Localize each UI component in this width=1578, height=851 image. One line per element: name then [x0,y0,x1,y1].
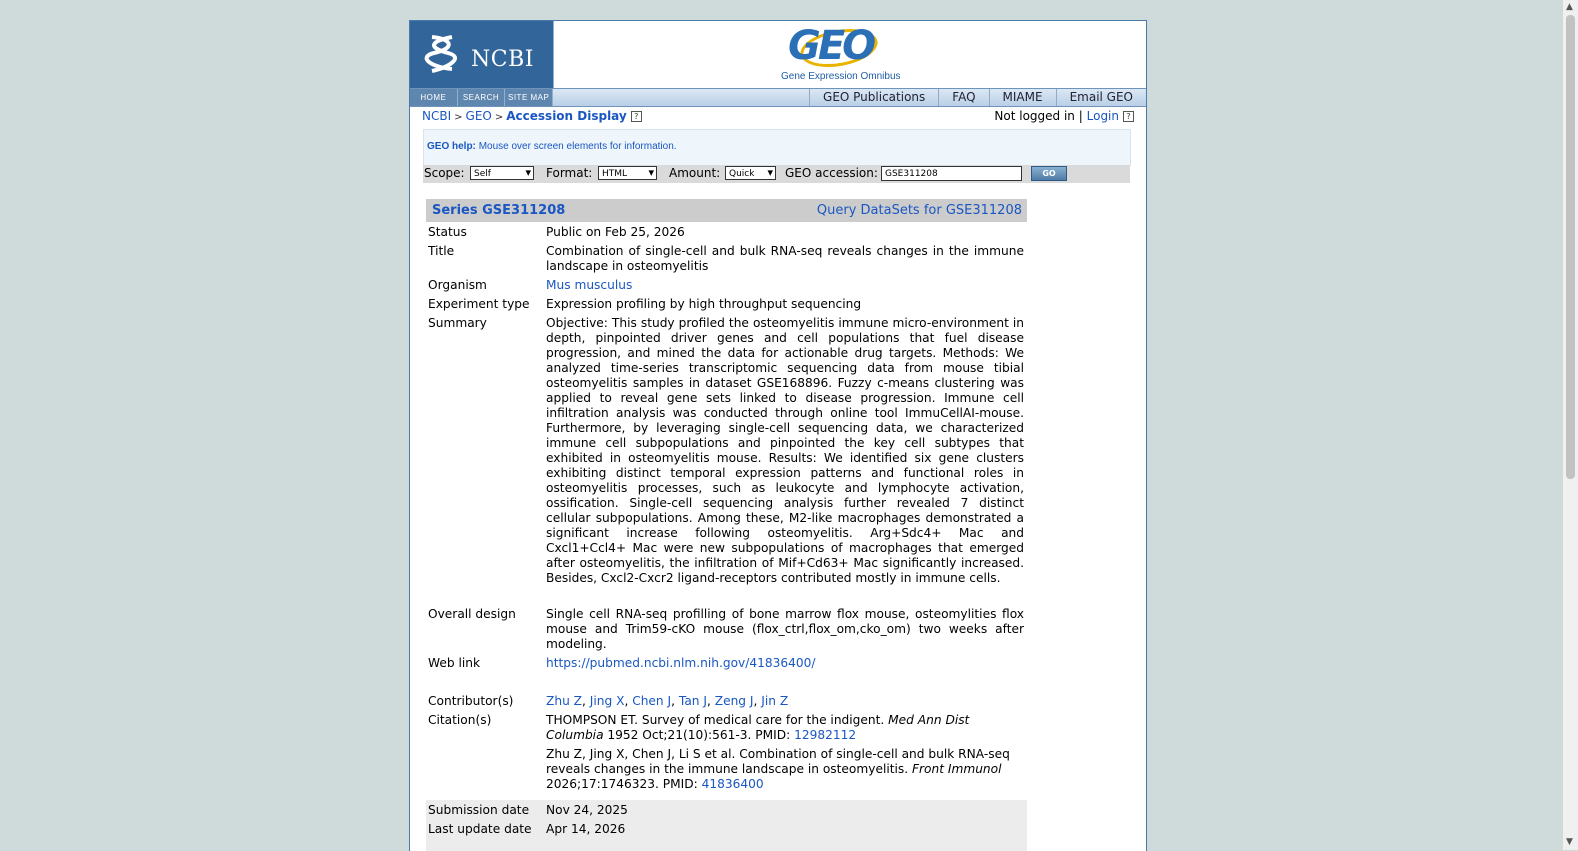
contributor-link[interactable]: Jing X [589,694,625,708]
geo-help-box [423,129,1131,166]
organism-link[interactable]: Mus musculus [546,278,633,292]
contributor-link[interactable]: Tan J [678,694,707,708]
last-update-value: Apr 14, 2026 [546,822,626,836]
ncbi-helix-icon [424,33,460,77]
geo-logo-text: GEO [788,23,874,69]
nav-miame[interactable]: MIAME [989,89,1056,106]
nav-search[interactable]: SEARCH [458,89,506,106]
format-label: Format: [546,166,593,180]
accession-input[interactable]: GSE311208 [881,166,1022,181]
nav-email-geo[interactable]: Email GEO [1056,89,1146,106]
page-container: NCBI GEO Gene Expression Omnibus HOME SEARCH SITE MAP GEO Publications FAQ MIAME Email GEO NCBI > GEO > Accession Display ? Not logged in | Login ? GEO help: Mouse over screen elements for information. Scope: Self ▾ Format: HTML ▾ Amount: Quick ▾ GEO accession: GSE311208 GO Series GSE311208 Query DataSets for GSE311208 Status Public on Feb 25, 2026 Title Combination of single-cell and bulk RNA-seq reveals changes in the immune landscape in osteomyelitis Organism Mus musculus Experiment type Expression profiling by high throughput sequencing Summary Objective: This study profiled the osteomyelitis immune micro-environment in depth, pinpointed driver genes and cell populations that fuel disease progression, and mined the data for actionable drug targets. Methods: We analyzed time-series transcriptomic sequencing data from mouse tibial osteomyelitis samples in dataset GSE168896. Fuzzy c-means clustering was applied to reveal gene sets linked to disease progression. Immune cell infiltration analysis was conducted through online tool ImmuCellAI-mouse. Furthermore, by leveraging single-cell sequencing data, we characterized immune cell subpopulations and pinpointed the key cell subtypes that exhibited in osteomyelitis mouse. Results: We identified six gene clusters exhibiting distinct temporal expression patterns and functional roles in osteomyelitis processes, such as leukocyte and lymphocyte activation, ossification. Single-cell sequencing analysis further revealed 7 distinct cellular subpopulations. Among these, M2-like macrophages demonstrated a significant increase following osteomyelitis. Arg+Sdc4+ Mac and Cxcl1+Ccl4+ Mac were new subpopulations of macrophages that emerged after osteomyelitis, the infiltration of Mif+Cd63+ Mac significantly increased. Besides, Cxcl2-Cxcr2 ligand-receptors contributed mostly in immune cells. Overall design Single cell RNA-seq profilling of bone marrow flox mouse, osteomylities flox mouse and Trim59-cKO mouse (flox_ctrl,flox_om,cko_om) two weeks after modeling. Web link https://pubmed.ncbi.nlm.nih.gov/41836400/ Contributor(s) Zhu Z, Jing X, Chen J, Tan J, Zeng J, Jin Z Citation(s) THOMPSON ET. Survey of medical care for the indigent. Med Ann Dist Columbia 1952 Oct;21(10):561-3. PMID: 12982112 Zhu Z, Jing X, Chen J, Li S et al. Combination of single-cell and bulk RNA-seq reveals changes in the immune landscape in osteomyelitis. Front Immunol 2026;17:1746323. PMID: 41836400 Submission date Nov 24, 2025 Last update date Apr 14, 2026 [409,20,1147,851]
geo-logo-subtitle: Gene Expression Omnibus [781,71,901,82]
accession-form [423,165,1130,183]
citation-2: Zhu Z, Jing X, Chen J, Li S et al. Combination of single-cell and bulk RNA-seq reveals changes in the immune landscape in osteomyelitis. Front Immunol 2026;17:1746323. PMID: 41836400 [546,747,1010,791]
login-link[interactable]: Login [1086,109,1119,123]
citation-1: THOMPSON ET. Survey of medical care for the indigent. Med Ann Dist Columbia 1952 Oct;21(10):561-3. PMID: 12982112 [546,713,970,742]
help-label: GEO help: [427,141,476,152]
nav-faq[interactable]: FAQ [938,89,988,106]
format-select[interactable]: HTML ▾ [598,166,657,180]
submission-date-value: Nov 24, 2025 [546,803,628,817]
help-icon[interactable]: ? [631,111,642,122]
breadcrumb: NCBI > GEO > Accession Display ? [422,109,642,123]
go-button[interactable]: GO [1031,166,1067,181]
pmid-link[interactable]: 12982112 [794,728,857,742]
contributor-link[interactable]: Zhu Z [546,694,583,708]
breadcrumb-current: Accession Display [506,109,627,123]
ncbi-logo-text: NCBI [471,47,534,72]
login-help-icon[interactable]: ? [1123,111,1134,122]
geo-logo[interactable] [554,21,1146,88]
status-value: Public on Feb 25, 2026 [546,225,685,239]
summary-value: Objective: This study profiled the osteomyelitis immune micro-environment in depth, pinpointed driver genes and cell populations that fuel disease progression, and mined the data for actionable drug targets. Methods: We analyzed time-series transcriptomic sequencing data from mouse tibial osteomyelitis samples in dataset GSE168896. Fuzzy c-means clustering was applied to reveal gene sets linked to disease progression. Immune cell infiltration analysis was conducted through online tool ImmuCellAI-mouse. Furthermore, by leveraging single-cell sequencing data, we characterized immune cell subpopulations and pinpointed the key cell subtypes that exhibited in osteomyelitis mouse. Results: We identified six gene clusters exhibiting distinct temporal expression patterns and functional roles in osteomyelitis processes, such as leukocyte and lymphocyte activation, ossification. Single-cell sequencing analysis further revealed 7 distinct cellular subpopulations. Among these, M2-like macrophages demonstrated a significant increase following osteomyelitis. Arg+Sdc4+ Mac and Cxcl1+Ccl4+ Mac were new subpopulations of macrophages that emerged after osteomyelitis, the infiltration of Mif+Cd63+ Mac significantly increased. Besides, Cxcl2-Cxcr2 ligand-receptors contributed mostly in immune cells. [546,316,1024,585]
accession-label: GEO accession: [785,166,878,180]
vertical-scrollbar[interactable] [1563,0,1578,850]
nav-home[interactable]: HOME [410,89,458,106]
contributors-list: Zhu Z, Jing X, Chen J, Tan J, Zeng J, Jin Z [546,694,789,708]
experiment-type-value: Expression profiling by high throughput sequencing [546,297,862,311]
scope-label: Scope: [424,166,465,180]
title-value: Combination of single-cell and bulk RNA-seq reveals changes in the immune landscape in osteomyelitis [546,244,1024,273]
scope-select[interactable]: Self ▾ [470,166,534,180]
web-link[interactable]: https://pubmed.ncbi.nlm.nih.gov/41836400/ [546,656,816,670]
scrollbar-thumb[interactable] [1566,15,1575,479]
ncbi-logo[interactable] [410,21,554,88]
breadcrumb-geo[interactable]: GEO [465,109,492,123]
nav-geo-publications[interactable]: GEO Publications [809,89,938,106]
series-header [426,199,1027,222]
contributor-link[interactable]: Zeng J [714,694,754,708]
amount-label: Amount: [669,166,721,180]
amount-select[interactable]: Quick ▾ [725,166,776,180]
scroll-down-icon[interactable]: ▼ [1566,837,1573,847]
breadcrumb-ncbi[interactable]: NCBI [422,109,452,123]
help-text: Mouse over screen elements for information. [478,141,677,152]
scroll-up-icon[interactable]: ▲ [1566,2,1573,12]
login-status: Not logged in [994,109,1075,123]
login-area: Not logged in | Login ? [994,109,1134,123]
overall-design-value: Single cell RNA-seq profilling of bone marrow flox mouse, osteomylities flox mouse and Trim59-cKO mouse (flox_ctrl,flox_om,cko_om) two weeks after modeling. [546,607,1024,651]
query-datasets-link[interactable]: Query DataSets for GSE311208 [816,203,1022,218]
pmid-link[interactable]: 41836400 [701,777,764,791]
series-title: Series GSE311208 [432,203,566,218]
nav-site-map[interactable]: SITE MAP [505,89,553,106]
contributor-link[interactable]: Chen J [632,694,672,708]
top-navbar [410,88,1146,107]
contributor-link[interactable]: Jin Z [761,694,789,708]
